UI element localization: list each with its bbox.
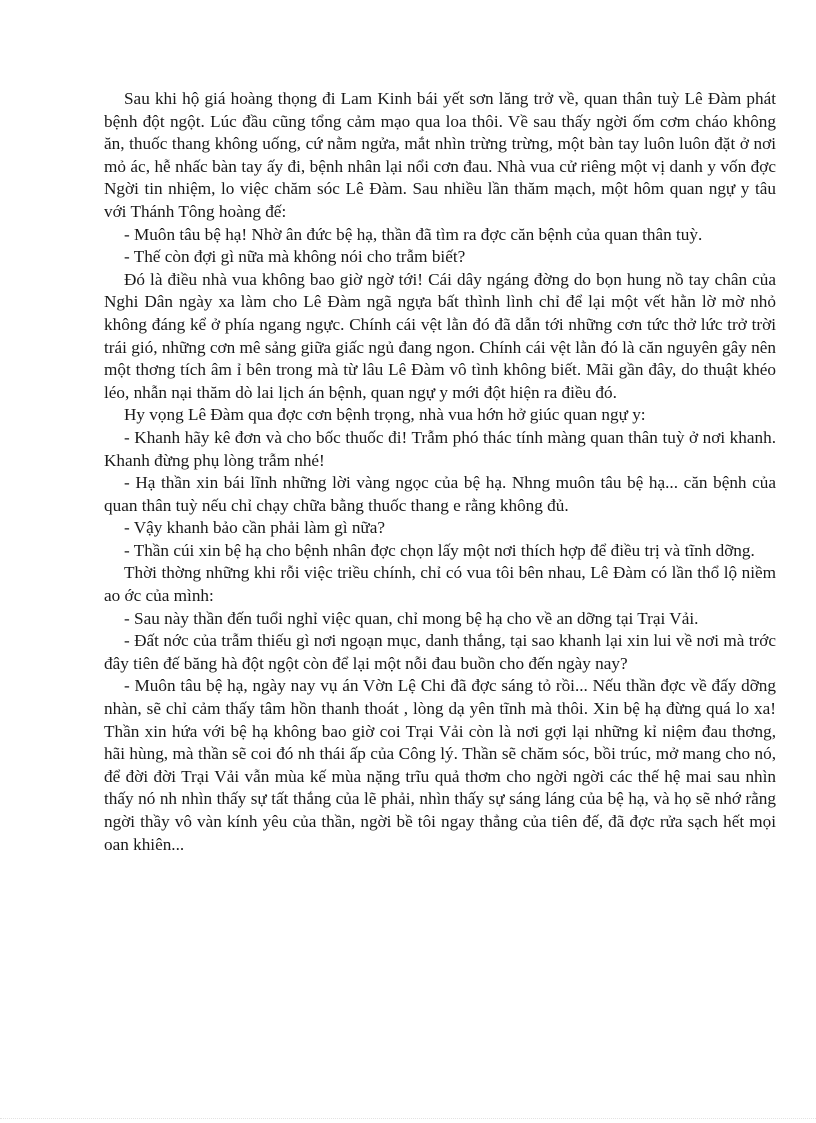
paragraph: - Sau này thần đến tuổi nghỉ việc quan, chỉ mong bệ hạ cho về an dỡng tại Trại Vải.: [124, 608, 699, 628]
paragraph: - Muôn tâu bệ hạ! Nhờ ân đức bệ hạ, thần đã tìm ra đợc căn bệnh của quan thân tuỳ.: [124, 224, 703, 244]
paragraph: - Vậy khanh bảo cần phải làm gì nữa?: [124, 518, 385, 538]
paragraph: - Muôn tâu bệ hạ, ngày nay vụ án Vờn Lệ Chi đã đợc sáng tỏ rồi... Nếu thần đợc về đấy dỡng nhàn, sẽ chỉ cảm thấy tâm hồn thanh thoát , lòng dạ yên tĩnh mà thôi. Xin bệ hạ đừng quá lo xa! Thần xin hứa với bệ hạ không bao giờ coi Trại Vải còn là nơi gợi lại những kỉ niệm đau thơng, hãi hùng, mà thần sẽ coi đó nh thái ấp của Công lý. Thần sẽ chăm sóc, bồi trúc, mở mang cho nó, để đời đời Trại Vải vẫn mùa kế mùa nặng trĩu quả thơm cho ngời ngời các thế hệ mai sau nhìn thấy nó nh nhìn thấy sự tất thắng của lẽ phải, nhìn thấy sự sáng láng của bệ hạ, và họ sẽ nhớ rằng ngời thầy vô vàn kính yêu của thần, ngời bề tôi ngay thẳng của tiên đế, đã đợc rửa sạch hết mọi oan khiên...: [104, 676, 776, 854]
paragraph: Hy vọng Lê Đàm qua đợc cơn bệnh trọng, nhà vua hớn hở giúc quan ngự y:: [124, 405, 646, 425]
paragraph: - Khanh hãy kê đơn và cho bốc thuốc đi! Trẫm phó thác tính màng quan thân tuỳ ở nơi khanh. Khanh đừng phụ lòng trẫm nhé!: [104, 427, 776, 470]
paragraph: - Thế còn đợi gì nữa mà không nói cho trẫm biết?: [124, 247, 466, 267]
paragraph: - Hạ thần xin bái lĩnh những lời vàng ngọc của bệ hạ. Nhng muôn tâu bệ hạ... căn bệnh của quan thân tuỳ nếu chỉ chạy chữa bằng thuốc thang e rằng không đủ.: [104, 473, 776, 515]
paragraph: - Đất nớc của trẫm thiếu gì nơi ngoạn mục, danh thắng, tại sao khanh lại xin lui về nơi mà trớc đây tiên đế băng hà đột ngột còn để lại một nỗi đau buồn cho đến ngày nay?: [104, 631, 776, 673]
paragraph: Đó là điều nhà vua không bao giờ ngờ tới! Cái dây ngáng đờng do bọn hung nồ tay chân của Nghi Dân ngày xa làm cho Lê Đàm ngã ngựa bất thình lình chỉ để lại một vết hằn lờ mờ nhỏ không đáng kể ở phía ngang ngực. Chính cái vệt lằn đó đã dẫn tới những cơn tức thở lức trở trời trái gió, những cơn mê sảng giữa giấc ngủ đang ngon. Chính cái vệt lằn đó là căn nguyên gây nên một thơng tích âm ỉ bên trong mà từ lâu Lê Đàm vô tình không biết. Mãi gần đây, do thuật khéo léo, nhẫn nại thăm dò lai lịch án bệnh, quan ngự y mới đột hiện ra điều đó.: [104, 269, 776, 402]
paragraph: - Thần cúi xin bệ hạ cho bệnh nhân đợc chọn lấy một nơi thích hợp để điều trị và tĩnh dỡng.: [124, 540, 755, 560]
page-edge-divider: [0, 1118, 816, 1119]
paragraph: Sau khi hộ giá hoàng thọng đi Lam Kinh bái yết sơn lăng trở về, quan thân tuỳ Lê Đàm phát bệnh đột ngột. Lúc đầu cũng tổng cảm mạo qua loa thôi. Về sau thấy ngời ốm cơm cháo không ăn, thuốc thang không uống, cứ nằm ngửa, mắt nhìn trừng trừng, một bàn tay luôn luôn đặt ở nơi mỏ ác, hễ nhấc bàn tay ấy đi, bệnh nhân lại nổi cơn đau. Nhà vua cử riêng một vị danh y vốn đợc Ngời tin nhiệm, lo việc chăm sóc Lê Đàm. Sau nhiều lần thăm mạch, một hôm quan ngự y tâu với Thánh Tông hoàng đế:: [104, 89, 776, 221]
paragraph: Thời thờng những khi rỗi việc triều chính, chỉ có vua tôi bên nhau, Lê Đàm có lần thổ lộ niềm ao ớc của mình:: [104, 563, 776, 606]
story-text: [104, 88, 776, 856]
